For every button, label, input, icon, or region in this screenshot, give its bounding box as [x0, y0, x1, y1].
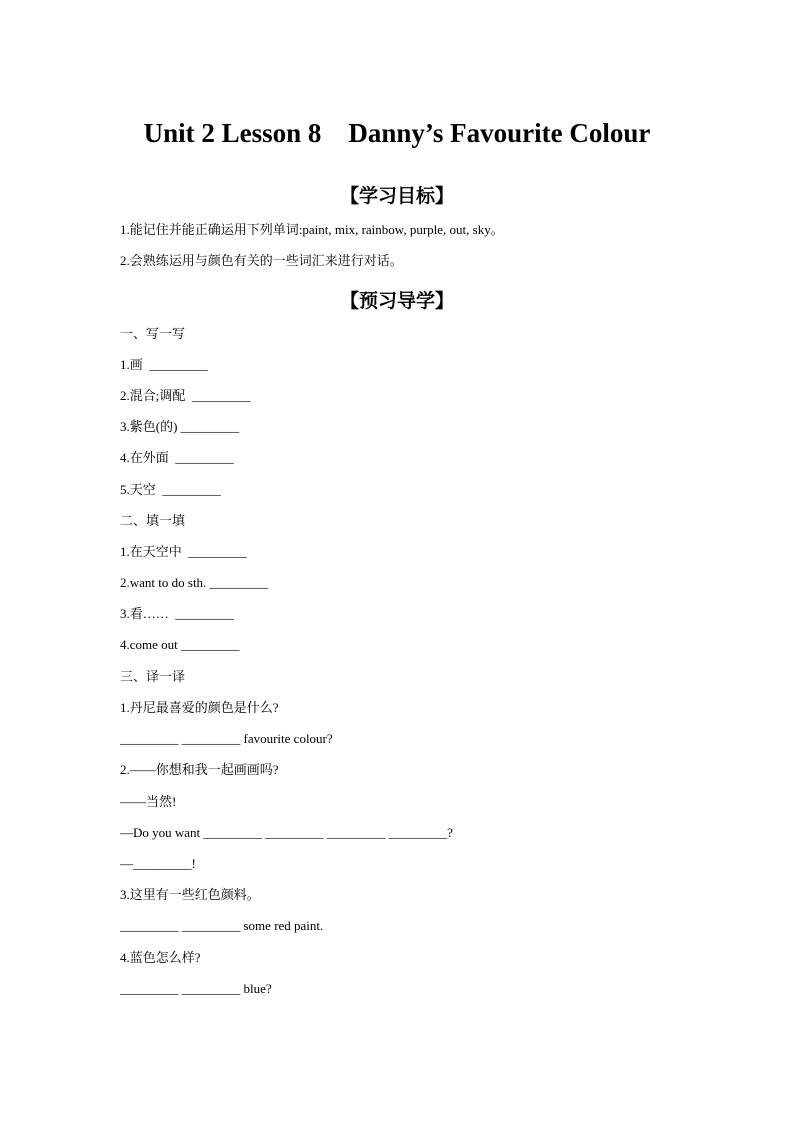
preview-heading: 【预习导学】 — [339, 290, 454, 312]
translate-answer-2b: —_________! — [120, 856, 196, 871]
objectives-heading: 【学习目标】 — [339, 185, 454, 207]
translate-item-3: 3.这里有一些红色颜料。 — [120, 887, 260, 902]
fill-item-3: 3.看…… _________ — [120, 606, 234, 621]
section-fill-heading: 二、填一填 — [120, 513, 186, 528]
translate-item-2-reply: ——当然! — [120, 794, 177, 809]
section-translate-heading: 三、译一译 — [120, 669, 186, 684]
write-item-1: 1.画 _________ — [120, 357, 208, 372]
translate-answer-1: _________ _________ favourite colour? — [120, 731, 333, 746]
translate-answer-2a: —Do you want _________ _________ _________ _________? — [120, 825, 453, 840]
objective-item-2: 2.会熟练运用与颜色有关的一些词汇来进行对话。 — [120, 253, 403, 268]
write-item-5: 5.天空 _________ — [120, 482, 221, 497]
page-title: Unit 2 Lesson 8 Danny’s Favourite Colour — [143, 118, 651, 148]
write-item-3: 3.紫色(的) _________ — [120, 419, 240, 434]
translate-item-2: 2.——你想和我一起画画吗? — [120, 762, 279, 777]
objective-item-1: 1.能记住并能正确运用下列单词:paint, mix, rainbow, purple, out, sky。 — [120, 222, 504, 237]
fill-item-1: 1.在天空中 _________ — [120, 544, 247, 559]
fill-item-2: 2.want to do sth. _________ — [120, 575, 269, 590]
translate-answer-4: _________ _________ blue? — [120, 981, 272, 996]
fill-item-4: 4.come out _________ — [120, 637, 240, 652]
write-item-2: 2.混合;调配 _________ — [120, 388, 251, 403]
translate-item-4: 4.蓝色怎么样? — [120, 950, 201, 965]
translate-answer-3: _________ _________ some red paint. — [120, 918, 324, 933]
write-item-4: 4.在外面 _________ — [120, 450, 234, 465]
section-write-heading: 一、写一写 — [120, 326, 186, 341]
translate-item-1: 1.丹尼最喜爱的颜色是什么? — [120, 700, 279, 715]
